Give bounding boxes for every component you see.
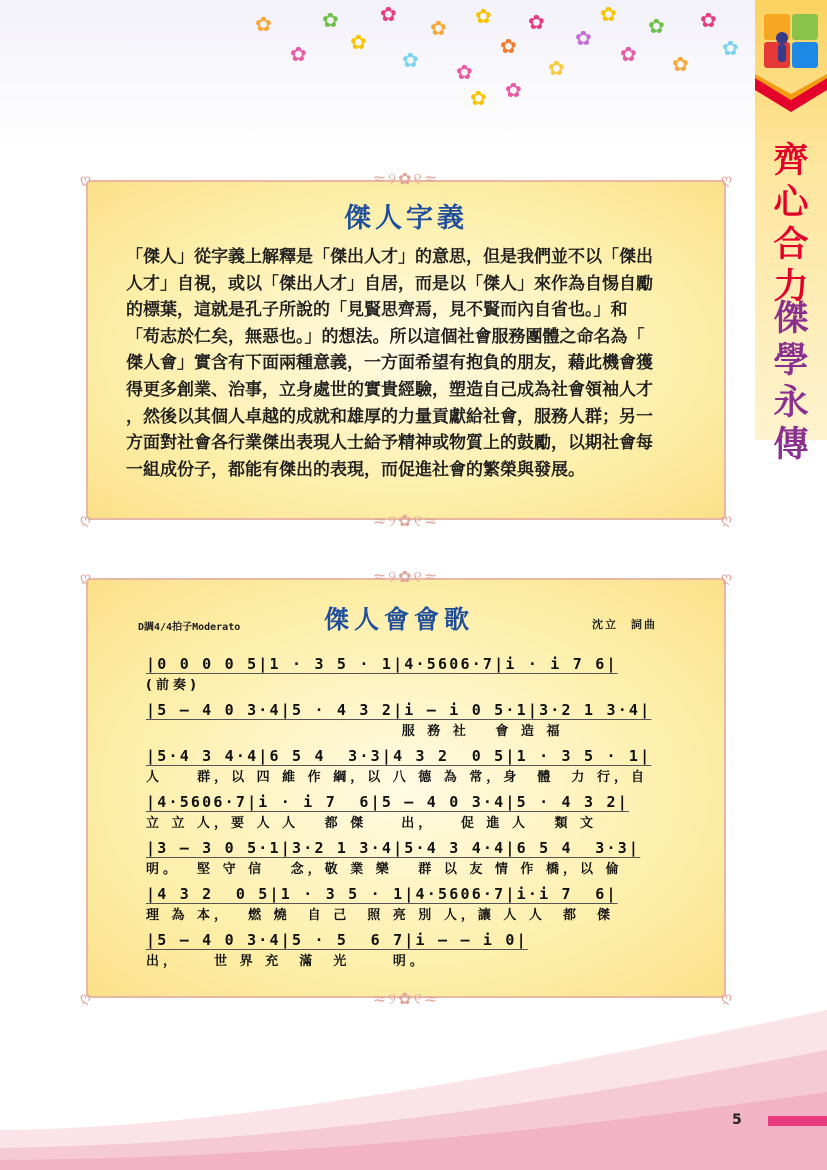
flower-decoration: ✿ — [402, 48, 419, 72]
flower-decoration: ✿ — [322, 8, 339, 32]
paragraph-line: 方面對社會各行業傑出表現人士給予精神或物質上的鼓勵，以期社會每 — [126, 433, 653, 454]
flower-decoration: ✿ — [500, 34, 517, 58]
floral-banner — [0, 0, 760, 150]
side-slogan-line1: 齊 心 合 力 — [773, 141, 809, 307]
score-lyrics: 服 務 社 會 造 福 — [146, 724, 564, 739]
paragraph-line: 傑人會」實含有下面兩種意義，一方面希望有抱負的朋友，藉此機會獲 — [126, 353, 653, 374]
paragraph-line: 得更多創業、治事，立身處世的實貴經驗，塑造自己成為社會領袖人才 — [126, 379, 653, 400]
corner-ornament: ღ — [80, 512, 92, 528]
paragraph-line: 人才」自視，或以「傑出人才」自居，而是以「傑人」來作為自惕自勵 — [126, 273, 653, 294]
footer-swoosh — [0, 1010, 827, 1170]
song-author: 沈立 詞曲 — [592, 618, 657, 631]
score-row — [146, 744, 666, 790]
page-accent-bar — [768, 1116, 827, 1126]
flower-decoration: ✿ — [380, 2, 397, 26]
score-row — [146, 882, 666, 928]
flower-decoration: ✿ — [475, 4, 492, 28]
flower-decoration: ✿ — [548, 56, 565, 80]
song-key-signature: D調4/4拍子Moderato — [138, 622, 241, 633]
corner-ornament: ღ — [720, 570, 732, 586]
chevron-decoration — [755, 74, 827, 114]
flower-decoration: ✿ — [290, 42, 307, 66]
flower-decoration: ✿ — [430, 16, 447, 40]
flower-decoration: ✿ — [255, 12, 272, 36]
corner-ornament: ღ — [720, 512, 732, 528]
numbered-score — [146, 652, 666, 974]
meaning-panel — [80, 169, 732, 530]
corner-ornament: ღ — [720, 990, 732, 1006]
flower-decoration: ✿ — [350, 30, 367, 54]
score-lyrics: 明。 堅 守 信 念，敬 業 樂 群 以 友 情 作 橋，以 倫 — [146, 862, 623, 877]
score-row — [146, 652, 666, 698]
score-row — [146, 928, 666, 974]
score-notes: |5 — 4 0 3·4|5 · 4 3 2|i — i 0 5·1|3·2 1 3·4| — [146, 701, 652, 719]
corner-ornament: ღ — [80, 990, 92, 1006]
score-row — [146, 698, 666, 744]
score-notes: |5·4 3 4·4|6 5 4 3·3|4 3 2 0 5|1 · 3 5 · 1| — [146, 747, 652, 765]
flower-decoration: ✿ — [620, 42, 637, 66]
score-row — [146, 790, 666, 836]
puzzle-logo-icon — [762, 8, 822, 76]
score-lyrics: 理 為 本， 燃 燒 自 己 照 亮 別 人，讓 人 人 都 傑 — [146, 908, 614, 923]
score-lyrics: 立 立 人，要 人 人 都 傑 出， 促 進 人 類 文 — [146, 816, 598, 831]
corner-ornament: ღ — [80, 172, 92, 188]
flower-decoration: ✿ — [456, 60, 473, 84]
side-slogan-line2: 傑 學 永 傳 — [773, 299, 809, 465]
ornament-divider: ≈୨✿୧≈ — [372, 511, 440, 530]
corner-ornament: ღ — [720, 172, 732, 188]
flower-decoration: ✿ — [470, 86, 487, 110]
score-lyrics: 出， 世 界 充 滿 光 明。 — [146, 954, 427, 969]
flower-decoration: ✿ — [505, 78, 522, 102]
flower-decoration: ✿ — [700, 8, 717, 32]
ornament-divider: ≈୨✿୧≈ — [372, 567, 440, 586]
meaning-paragraph — [126, 244, 692, 483]
score-lyrics: (前奏) — [146, 678, 200, 693]
flower-decoration: ✿ — [575, 26, 592, 50]
section-title: 傑人字義 — [344, 203, 468, 234]
ornament-divider: ≈୨✿୧≈ — [372, 169, 440, 188]
flower-decoration: ✿ — [672, 52, 689, 76]
paragraph-line: 一組成份子，都能有傑出的表現，而促進社會的繁榮與發展。 — [126, 459, 585, 480]
score-notes: |4 3 2 0 5|1 · 3 5 · 1|4·5606·7|i·i 7 6| — [146, 885, 618, 903]
corner-ornament: ღ — [80, 570, 92, 586]
anthem-panel — [80, 567, 732, 1008]
score-lyrics: 人 群，以 四 維 作 綱，以 八 德 為 常，身 體 力 行，自 — [146, 770, 648, 785]
score-notes: |5 — 4 0 3·4|5 · 5 6 7|i — — i 0| — [146, 931, 528, 949]
paragraph-line: 「傑人」從字義上解釋是「傑出人才」的意思，但是我們並不以「傑出 — [126, 247, 653, 267]
flower-decoration: ✿ — [648, 14, 665, 38]
score-row — [146, 836, 666, 882]
paragraph-line: ，然後以其個人卓越的成就和雄厚的力量貢獻給社會，服務人群；另一 — [126, 406, 653, 427]
paragraph-line: 的標葉，這就是孔子所說的「見賢思齊焉，見不賢而內自省也。」和 — [126, 300, 628, 321]
score-notes: |3 — 3 0 5·1|3·2 1 3·4|5·4 3 4·4|6 5 4 3·3| — [146, 839, 641, 857]
flower-decoration: ✿ — [600, 2, 617, 26]
ornament-divider: ≈୨✿୧≈ — [372, 989, 440, 1008]
score-notes: |0 0 0 0 5|1 · 3 5 · 1|4·5606·7|i · i 7 6| — [146, 655, 618, 673]
page-number: 5 — [732, 1112, 742, 1128]
paragraph-line: 「苟志於仁矣，無惡也。」的想法。所以這個社會服務團體之命名為「 — [126, 326, 645, 347]
song-title: 傑人會會歌 — [324, 605, 475, 634]
flower-decoration: ✿ — [528, 10, 545, 34]
score-notes: |4·5606·7|i · i 7 6|5 — 4 0 3·4|5 · 4 3 2| — [146, 793, 629, 811]
flower-decoration: ✿ — [722, 36, 739, 60]
